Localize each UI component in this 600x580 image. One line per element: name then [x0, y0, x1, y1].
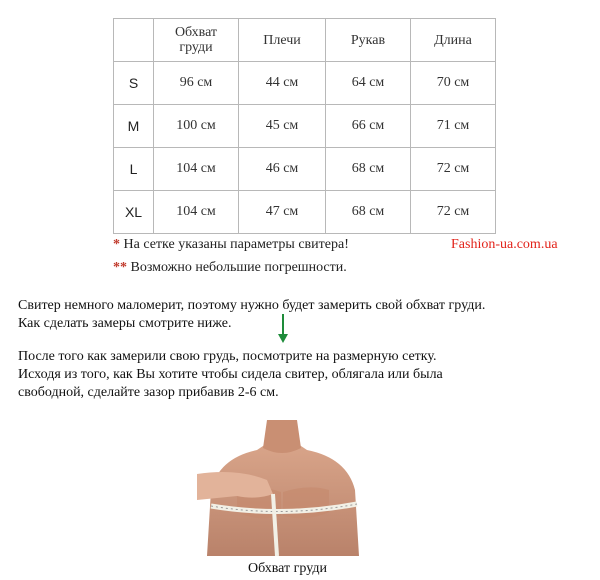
- table-cell: 45 см: [239, 105, 326, 148]
- table-cell: 68 см: [326, 148, 411, 191]
- instruction-line: Свитер немного маломерит, поэтому нужно будет замерить свой обхват груди.: [18, 298, 486, 313]
- table-cell: 47 см: [239, 191, 326, 234]
- header-cell: Обхват груди: [154, 19, 239, 62]
- size-cell: XL: [114, 191, 154, 234]
- table-cell: 44 см: [239, 62, 326, 105]
- instruction-paragraph-1: [18, 297, 485, 333]
- table-cell: 104 см: [154, 191, 239, 234]
- table-row: [114, 62, 496, 105]
- table-cell: 70 см: [411, 62, 496, 105]
- table-row: [114, 105, 496, 148]
- table-cell: 104 см: [154, 148, 239, 191]
- table-cell: 72 см: [411, 191, 496, 234]
- table-cell: 96 см: [154, 62, 239, 105]
- note-text: На сетке указаны параметры свитера!: [123, 237, 349, 252]
- brand-watermark: Fashion-ua.com.ua: [451, 237, 558, 252]
- header-cell: Длина: [411, 19, 496, 62]
- instruction-line: Исходя из того, как Вы хотите чтобы сидела свитер, облягала или была: [18, 367, 443, 382]
- instruction-line: Как сделать замеры смотрите ниже.: [18, 316, 232, 331]
- table-cell: 64 см: [326, 62, 411, 105]
- chest-measurement-photo: [197, 420, 367, 556]
- size-table: [113, 18, 496, 234]
- note-sweater-params: [113, 237, 349, 253]
- note-asterisk: *: [113, 237, 120, 252]
- note-errors: [113, 260, 347, 276]
- table-cell: 46 см: [239, 148, 326, 191]
- note-asterisk: **: [113, 260, 127, 275]
- header-cell: [114, 19, 154, 62]
- instruction-paragraph-2: [18, 348, 443, 402]
- header-cell: Рукав: [326, 19, 411, 62]
- table-row: [114, 148, 496, 191]
- size-cell: L: [114, 148, 154, 191]
- table-header-row: [114, 19, 496, 62]
- note-text: Возможно небольшие погрешности.: [130, 260, 347, 275]
- instruction-line: свободной, сделайте зазор прибавив 2-6 см.: [18, 385, 279, 400]
- table-cell: 71 см: [411, 105, 496, 148]
- instruction-line: После того как замерили свою грудь, посмотрите на размерную сетку.: [18, 349, 437, 364]
- size-cell: M: [114, 105, 154, 148]
- table-cell: 100 см: [154, 105, 239, 148]
- table-cell: 66 см: [326, 105, 411, 148]
- table-cell: 68 см: [326, 191, 411, 234]
- photo-caption: Обхват груди: [248, 561, 327, 576]
- header-cell: Плечи: [239, 19, 326, 62]
- table-row: [114, 191, 496, 234]
- table-cell: 72 см: [411, 148, 496, 191]
- size-cell: S: [114, 62, 154, 105]
- arrow-down-icon: [276, 314, 290, 344]
